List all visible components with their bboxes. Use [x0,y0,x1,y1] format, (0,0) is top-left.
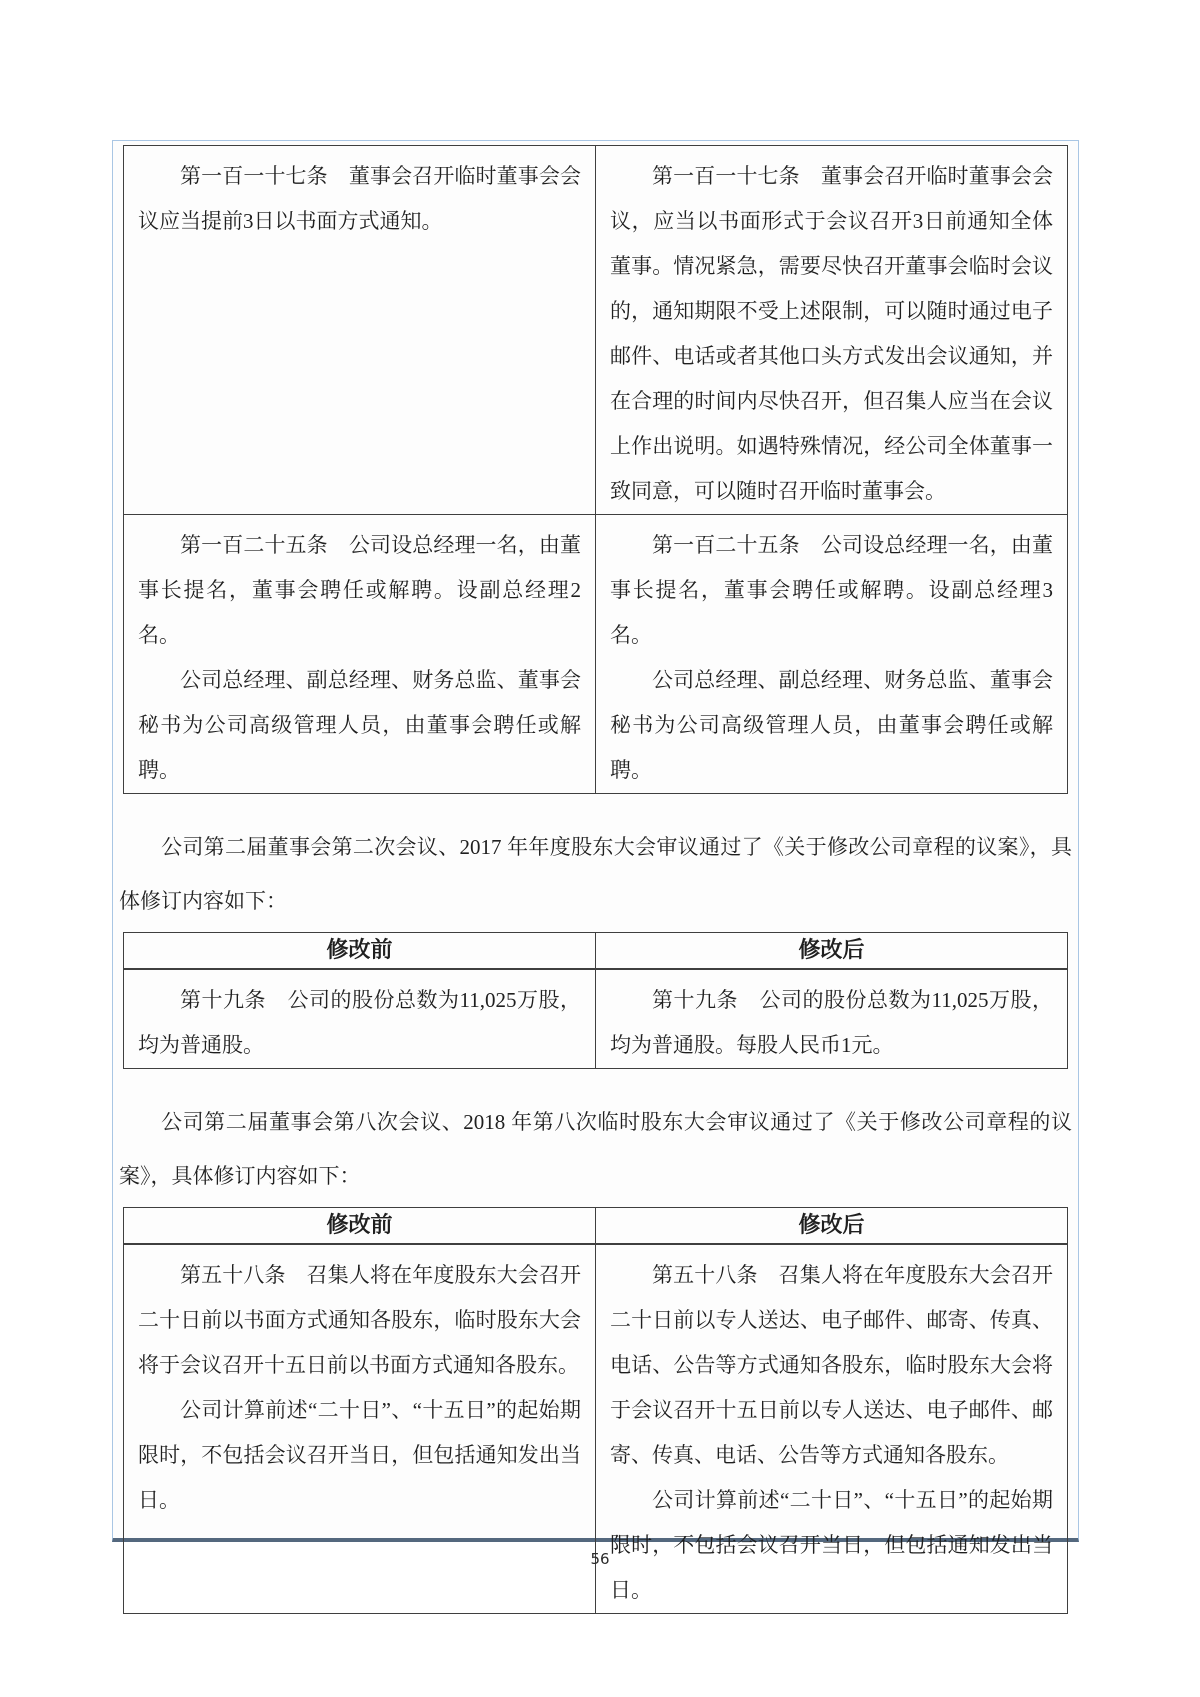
table-header-row [124,933,1068,970]
intro-2018-amendment: 公司第二届董事会第八次会议、2018 年第八次临时股东大会审议通过了《关于修改公司章程的议案》，具体修订内容如下： [119,1110,1072,1188]
cell-paragraph: 第十九条 公司的股份总数为11,025万股，均为普通股。 [138,988,581,1057]
cell-paragraph: 第五十八条 召集人将在年度股东大会召开二十日前以专人送达、电子邮件、邮寄、传真、电话、公告等方式通知各股东，临时股东大会将于会议召开十五日前以专人送达、电子邮件、邮寄、传真、电话、公告等方式通知各股东。 [610,1263,1053,1467]
column-header-before: 修改前 [124,933,596,970]
cell-before [124,146,596,515]
column-header-before: 修改前 [124,1208,596,1245]
cell-paragraph: 第五十八条 召集人将在年度股东大会召开二十日前以书面方式通知各股东，临时股东大会将于会议召开十五日前以书面方式通知各股东。 [138,1263,581,1377]
cell-paragraph: 公司计算前述“二十日”、“十五日”的起始期限时，不包括会议召开当日，但包括通知发出当日。 [138,1398,581,1512]
cell-after [596,969,1068,1069]
cell-paragraph: 第一百一十七条 董事会召开临时董事会会议，应当以书面形式于会议召开3日前通知全体董事。情况紧急，需要尽快召开董事会临时会议的，通知期限不受上述限制，可以随时通过电子邮件、电话或者其他口头方式发出会议通知，并在合理的时间内尽快召开，但召集人应当在会议上作出说明。如遇特殊情况，经公司全体董事一致同意，可以随时召开临时董事会。 [610,164,1053,503]
cell-paragraph: 第一百二十五条 公司设总经理一名，由董事长提名，董事会聘任或解聘。设副总经理2名。 [138,533,581,647]
cell-paragraph: 公司总经理、副总经理、财务总监、董事会秘书为公司高级管理人员，由董事会聘任或解聘。 [610,668,1053,782]
cell-after [596,515,1068,794]
amendment-table-2017 [123,932,1068,1069]
table-header-row [124,1208,1068,1245]
page-number: 56 [590,1550,610,1568]
cell-before [124,969,596,1069]
intro-2017-amendment: 公司第二届董事会第二次会议、2017 年年度股东大会审议通过了《关于修改公司章程的议案》，具体修订内容如下： [119,835,1072,913]
column-header-after: 修改后 [596,933,1068,970]
table-row [124,146,1068,515]
cell-paragraph: 第一百二十五条 公司设总经理一名，由董事长提名，董事会聘任或解聘。设副总经理3名。 [610,533,1053,647]
cell-paragraph: 第一百一十七条 董事会召开临时董事会会议应当提前3日以书面方式通知。 [138,164,581,233]
cell-after [596,146,1068,515]
table-row [124,969,1068,1069]
cell-paragraph: 第十九条 公司的股份总数为11,025万股，均为普通股。每股人民币1元。 [610,988,1053,1057]
table-row [124,515,1068,794]
cell-paragraph: 公司计算前述“二十日”、“十五日”的起始期限时，不包括会议召开当日，但包括通知发出当日。 [610,1488,1053,1602]
cell-before [124,515,596,794]
cell-paragraph: 公司总经理、副总经理、财务总监、董事会秘书为公司高级管理人员，由董事会聘任或解聘。 [138,668,581,782]
amendment-table-continued [123,145,1068,794]
column-header-after: 修改后 [596,1208,1068,1245]
